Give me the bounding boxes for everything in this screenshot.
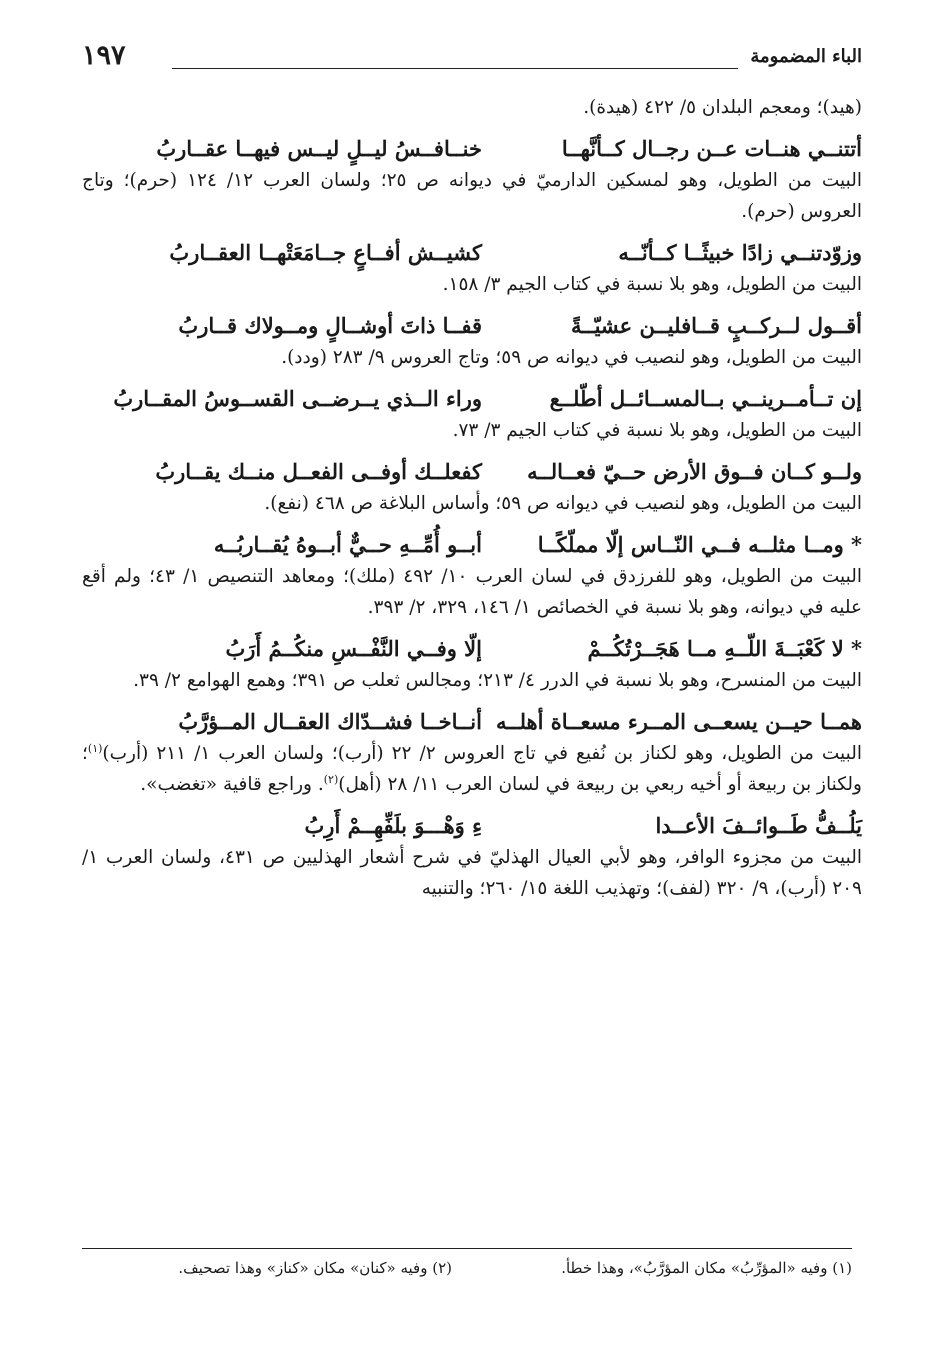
page-header xyxy=(82,40,862,80)
footnote-ref[interactable]: (١) xyxy=(87,741,103,755)
header-rule xyxy=(172,68,738,69)
verse-second-hemistich: قفــا ذاتَ أوشــالٍ ومــولاك قــاربُ xyxy=(178,313,482,338)
paragraph-text: . وراجع قافية «تغضب». xyxy=(140,774,324,795)
footnote-item: (١) وفيه «المؤرِّبُ» مكان المؤرَّبُ»، وهذا خطأ. xyxy=(561,1259,852,1277)
running-title: الباء المضمومة xyxy=(750,46,862,67)
verse-second-hemistich: خنــافــسُ ليــلٍ ليــس فيهــا عقــاربُ xyxy=(156,136,482,161)
footnotes xyxy=(82,1256,852,1280)
verse-second-hemistich: إلّا وفــي النَّفْــسِ منكُــمُ أَرَبُ xyxy=(225,636,482,661)
verse-first-hemistich: إن تــأمــرينــي بــالمســائــل أطّلــع xyxy=(549,386,862,411)
paragraph xyxy=(82,738,862,800)
paragraph: البيت من الطويل، وهو لنصيب في ديوانه ص ٥٩؛ وأساس البلاغة ص ٤٦٨ (نفع). xyxy=(264,493,862,514)
verse-line xyxy=(82,383,862,415)
footnote-ref[interactable]: (٢) xyxy=(323,772,339,786)
verse-first-hemistich: وزوّدتنــي زادًا خبيثًــا كــأنّــه xyxy=(618,240,862,265)
verse-first-hemistich: * ومــا مثلــه فــي النّــاس إلّا مملّكًــا xyxy=(537,532,862,557)
verse-second-hemistich: وراء الــذي يــرضــى القســوسُ المقــاربُ xyxy=(113,386,482,411)
verse-line xyxy=(82,310,862,342)
verse-second-hemistich: كفعلــك أوفــى الفعــل منــك يقــاربُ xyxy=(155,459,482,484)
verse-line xyxy=(82,456,862,488)
page-number: ١٩٧ xyxy=(82,40,126,71)
verse-first-hemistich: ولــو كــان فــوق الأرض حــيّ فعــالــه xyxy=(527,459,862,484)
verse-first-hemistich: أتتنــي هنــات عــن رجــال كــأنَّهــا xyxy=(561,136,862,161)
verse-second-hemistich: أنــاخــا فشــدّاك العقــال المــؤرَّبُ xyxy=(178,709,482,734)
verse-line xyxy=(82,237,862,269)
footnote-item: (٢) وفيه «كنان» مكان «كناز» وهذا تصحيف. xyxy=(178,1259,452,1277)
verse-line xyxy=(82,133,862,165)
verse-first-hemistich: يَلُــفُّ طَــوائــفَ الأعــدا xyxy=(655,813,862,838)
paragraph: البيت من المنسرح، وهو بلا نسبة في الدرر ٤/ ٢١٣؛ ومجالس ثعلب ص ٣٩١؛ وهمع الهوامع ٢/ ٣٩. xyxy=(133,670,862,691)
verse-second-hemistich: كشيــش أفــاعٍ جــامَعَتْهــا العقــاربُ xyxy=(169,240,482,265)
verse-line xyxy=(82,810,862,842)
footnote-rule xyxy=(82,1248,852,1249)
verse-line xyxy=(82,706,862,738)
paragraph-text: ؛ ولكناز بن ربيعة أو أخيه ربعي بن ربيعة في لسان العرب ١١/ ٢٨ (أهل) xyxy=(82,743,862,795)
paragraph: البيت من الطويل، وهو للفرزدق في لسان العرب ١٠/ ٤٩٢ (ملك)؛ ومعاهد التنصيص ١/ ٤٣؛ ولم أقع عليه في ديوانه، وهو بلا نسبة في الخصائص ١/ ١٤٦، ٣٢٩، ٢/ ٣٩٣. xyxy=(82,566,862,618)
verse-first-hemistich: * لا كَعْبَــةَ اللّــهِ مــا هَجَــرْتُكُــمْ xyxy=(587,636,862,661)
page-body xyxy=(82,40,862,904)
paragraph-text: البيت من الطويل، وهو لكناز بن نُفيع في تاج العروس ٢/ ٢٢ (أرب)؛ ولسان العرب ١/ ٢١١ (أرب) xyxy=(102,743,862,764)
paragraph: البيت من الطويل، وهو بلا نسبة في كتاب الجيم ٣/ ٧٣. xyxy=(452,420,862,441)
verse-second-hemistich: ءِ وَهْـــوَ بلَفِّهِــمْ أَرِبُ xyxy=(304,813,482,838)
verse-second-hemistich: أبــو أُمِّــهِ حــيٌّ أبــوهُ يُقــاربُــه xyxy=(213,532,482,557)
paragraph: (هيد)؛ ومعجم البلدان ٥/ ٤٢٢ (هيدة). xyxy=(583,97,862,118)
paragraph: البيت من الطويل، وهو بلا نسبة في كتاب الجيم ٣/ ١٥٨. xyxy=(442,274,862,295)
verse-line xyxy=(82,529,862,561)
verse-line xyxy=(82,633,862,665)
verse-first-hemistich: همــا حيــن يسعــى المــرء مسعــاة أهلــه xyxy=(496,709,862,734)
verse-first-hemistich: أقــول لــركــبٍ قــافليــن عشيّــةً xyxy=(571,313,862,338)
paragraph: البيت من الطويل، وهو لنصيب في ديوانه ص ٥٩؛ وتاج العروس ٩/ ٢٨٣ (ودد). xyxy=(281,347,862,368)
paragraph: البيت من مجزوء الوافر، وهو لأبي العيال الهذليّ في شرح أشعار الهذليين ص ٤٣١، ولسان العرب ١/ ٢٠٩ (أرب)، ٩/ ٣٢٠ (لفف)؛ وتهذيب اللغة ١٥/ ٢٦٠؛ والتنبيه xyxy=(82,847,862,899)
paragraph: البيت من الطويل، وهو لمسكين الدارميّ في ديوانه ص ٢٥؛ ولسان العرب ١٢/ ١٢٤ (حرم)؛ وتاج العروس (حرم). xyxy=(82,170,862,222)
